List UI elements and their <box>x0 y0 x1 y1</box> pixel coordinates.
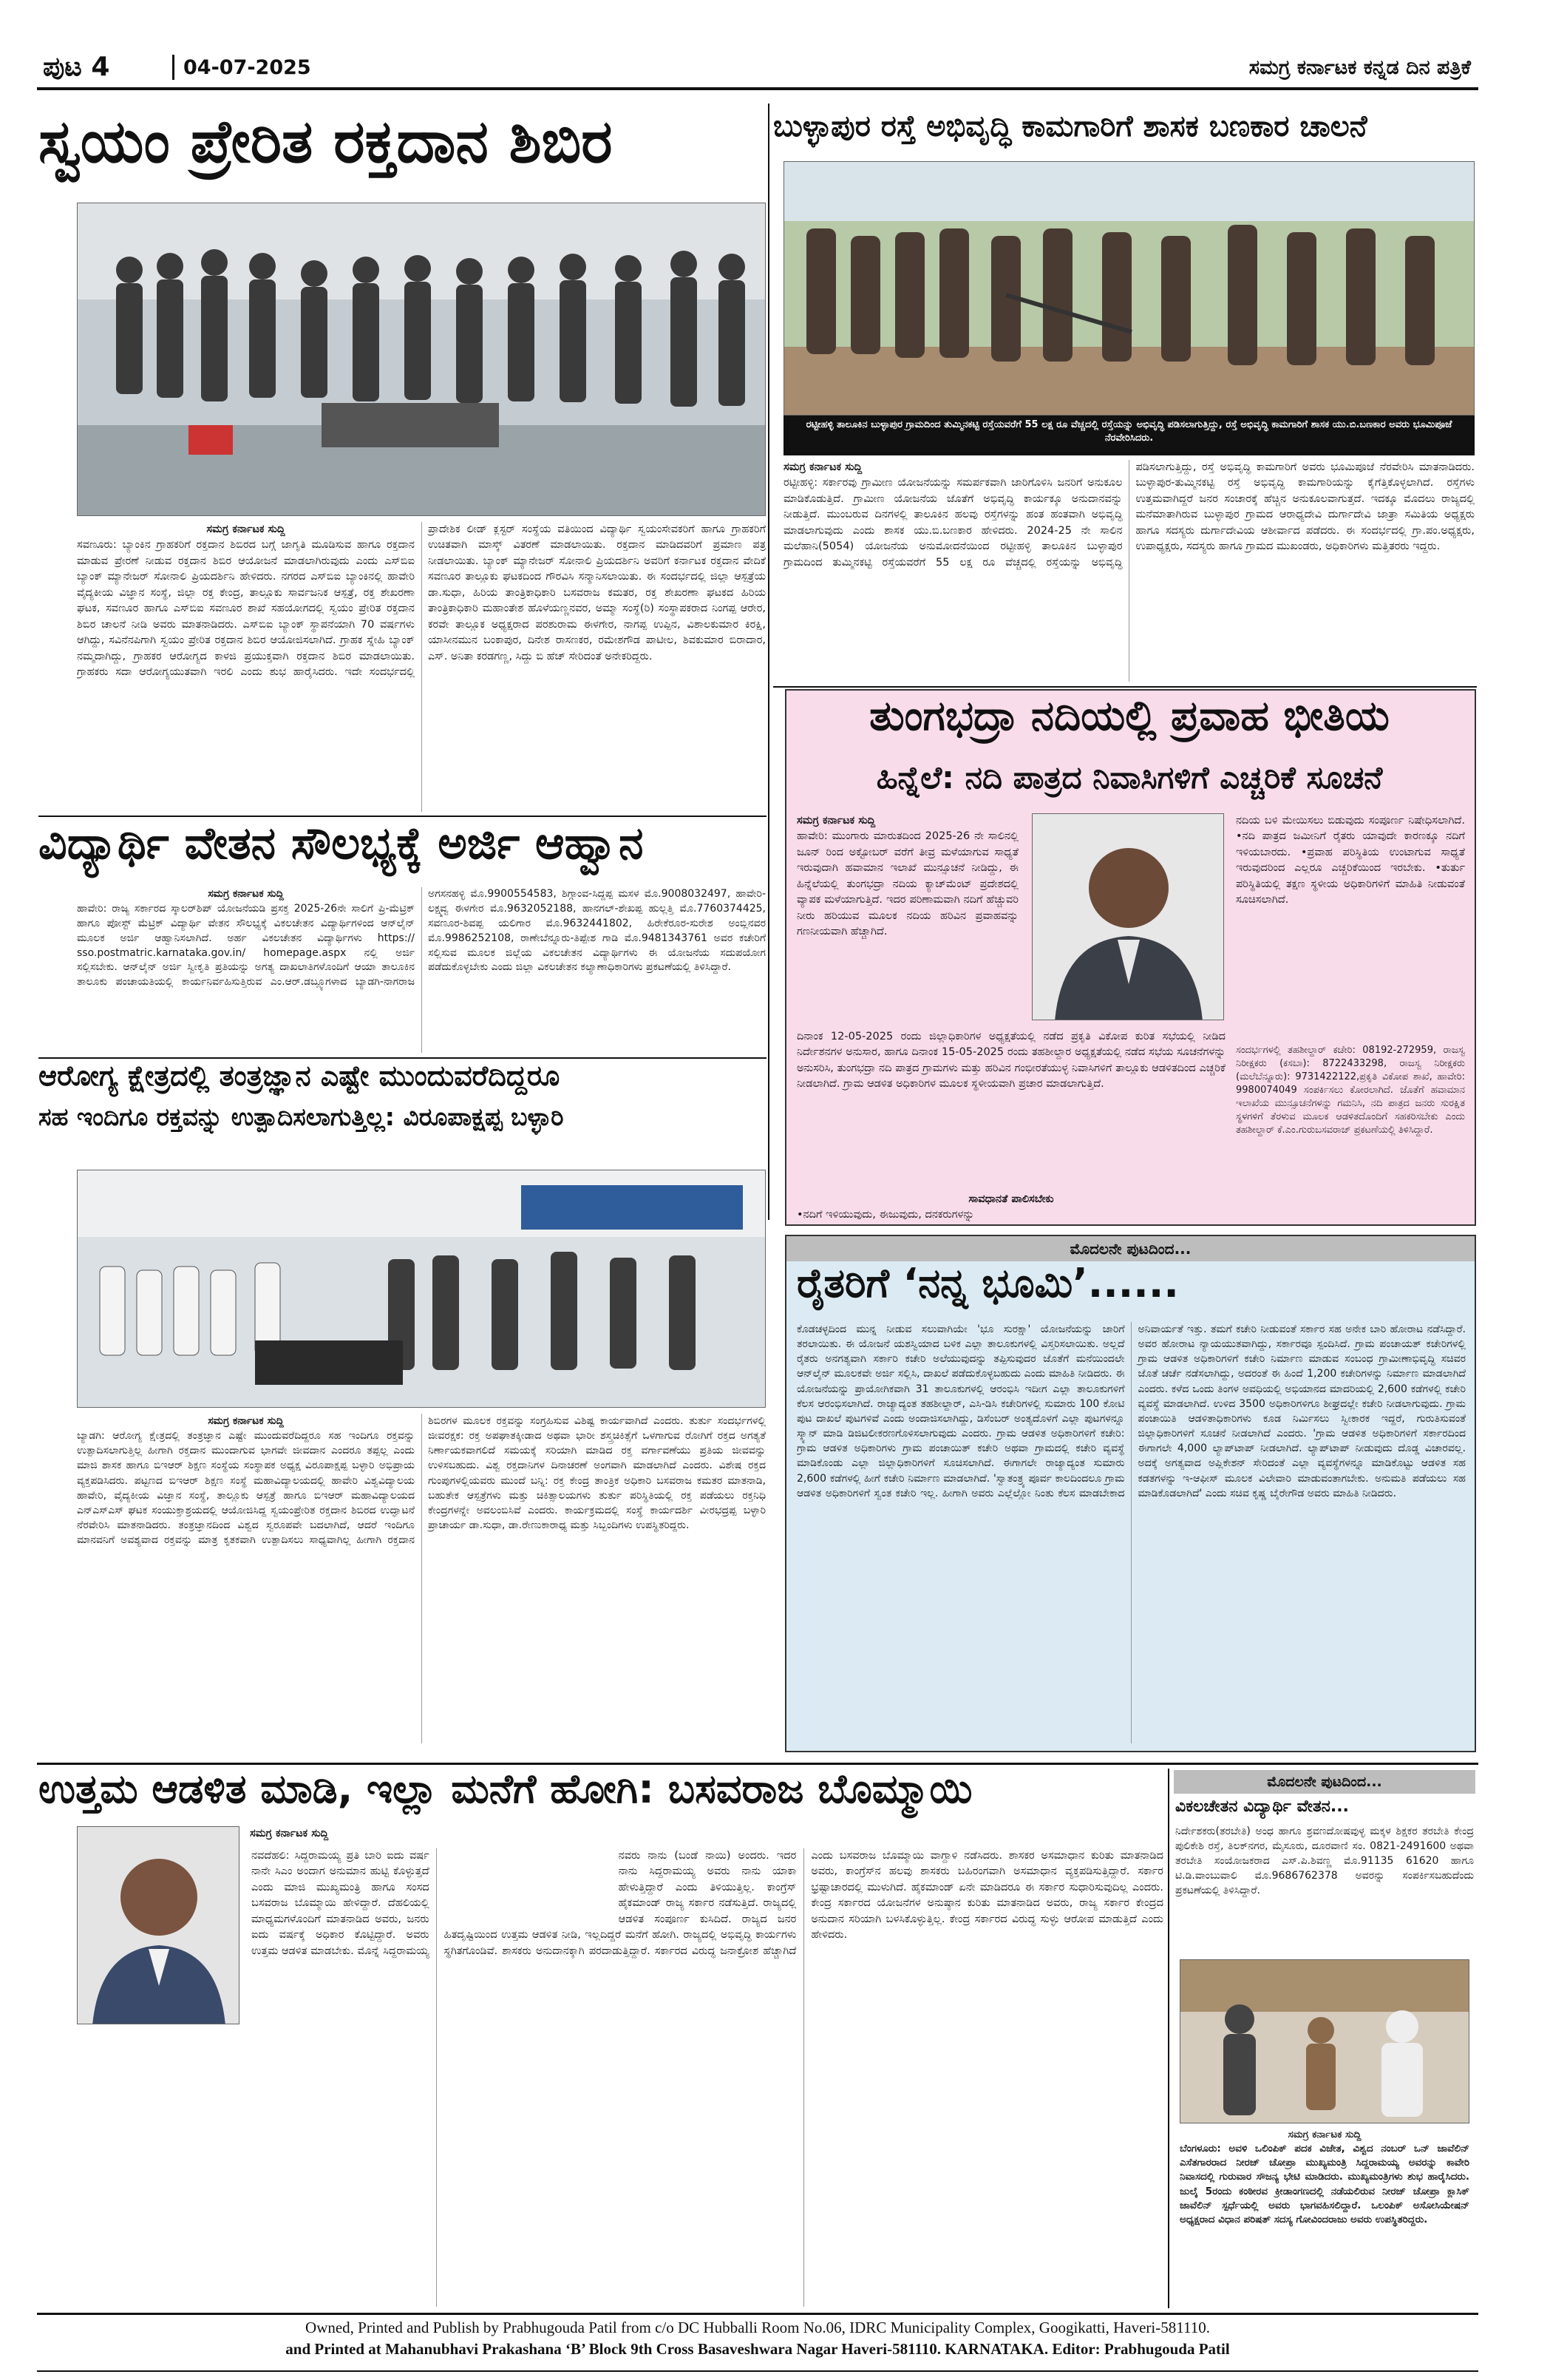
flood-body-full: ದಿನಾಂಕ 12-05-2025 ರಂದು ಜಿಲ್ಲಾಧಿಕಾರಿಗಳ ಅಧ್ಯಕ್ಷತೆಯಲ್ಲಿ ನಡೆದ ಪ್ರಕೃತಿ ವಿಕೋಪ ಕುರಿತ ಸಭೆಯಲ್ಲಿ ನೀಡಿದ ನಿರ್ದೇಶನಗಳ ಅನುಸಾರ, ಹಾಗೂ ದಿನಾಂಕ 15-05-2025 ರಂದು ತಹಶೀಲ್ದಾರ ಅಧ್ಯಕ್ಷತೆಯಲ್ಲಿ ನಡೆದ ಸಭೆಯ ಸೂಚನೆಗಳನ್ನು ಅನುಸರಿಸಿ, ತುಂಗಭದ್ರಾ ನದಿ ಪಾತ್ರದ ಗ್ರಾಮಗಳು ಮತ್ತು ಹರಿವಿನ ಗಂಭೀರತೆಯುಳ್ಳ ನಿವಾಸಿಗಳಿಗೆ ತಾಲ್ಲೂಕು ಆಡಳಿತದಿಂದ ಎಚ್ಚರಿಕೆ ನೀಡಲಾಗಿದೆ. ಗ್ರಾಮ ಆಡಳಿತ ಅಧಿಕಾರಿಗಳ ಮೂಲಕ ಸ್ಥಳೀಯವಾಗಿ ಪ್ರಚಾರ ಮಾಡಲಾಗುತ್ತಿದೆ. <box>797 1031 1226 1091</box>
issue-date: 04-07-2025 <box>183 56 311 79</box>
road-work-caption: ರಟ್ಟೀಹಳ್ಳಿ ತಾಲೂಕಿನ ಬುಳ್ಳಾಪುರ ಗ್ರಾಮದಿಂದ ತುಮ್ಮಿನಕಟ್ಟಿ ರಸ್ತೆಯವರೆಗೆ 55 ಲಕ್ಷ ರೂ ವೆಚ್ಚದಲ್ಲಿ ರಸ್ತೆಯನ್ನು ಅಭಿವೃದ್ಧಿ ಪಡಿಸಲಾಗುತ್ತಿದ್ದು, ರಸ್ತೆ ಅಭಿವೃದ್ಧಿ ಕಾಮಗಾರಿಗೆ ಶಾಸಕ ಯು.ಬಿ.ಬಣಕಾರ ಅವರು ಭೂಮಿಪೂಜೆ ನೆರವೇರಿಸಿದರು. <box>784 416 1475 455</box>
road-work-photo <box>784 161 1475 416</box>
health-body: ಬ್ಯಾಡಗಿ: ಆರೋಗ್ಯ ಕ್ಷೇತ್ರದಲ್ಲಿ ತಂತ್ರಜ್ಞಾನ ಎಷ್ಟೇ ಮುಂದುವರೆದಿದ್ದರೂ ಸಹ ಇಂದಿಗೂ ರಕ್ತವನ್ನು ಉತ್ಪಾದಿಸಲಾಗುತ್ತಿಲ್ಲ ಹೀಗಾಗಿ ರಕ್ತದಾನ ಮುಂದಾಗುವ ಭಾಗವೇ ಜೀವದಾನ ಎಂದರೂ ತಪ್ಪಲ್ಲ ಎಂದು ಮಾಜಿ ಶಾಸಕ ಹಾಗೂ ಬಿಇಆರ್ ಶಿಕ್ಷಣ ಸಂಸ್ಥೆಯ ಸಂಸ್ಥಾಪಕ ಅಧ್ಯಕ್ಷ ವಿರೂಪಾಕ್ಷಪ್ಪ ಬಳ್ಳಾರಿ ಅಭಿಪ್ರಾಯ ವ್ಯಕ್ತಪಡಿಸಿದರು. ಪಟ್ಟಣದ ಬಿಇಆರ್ ಶಿಕ್ಷಣ ಸಂಸ್ಥೆ ಮಹಾವಿದ್ಯಾಲಯದಲ್ಲಿ ಹಾವೇರಿ ವಿಶ್ವವಿದ್ಯಾಲಯ ಹಾವೇರಿ, ವೈದ್ಯಕೀಯ ವಿಜ್ಞಾನ ಸಂಸ್ಥೆ, ತಾಲ್ಲೂಕು ಆಸ್ಪತ್ರೆ ಹಾಗೂ ಬಿಇಆರ್ ಮಹಾವಿದ್ಯಾಲಯದ ಎನ್‌ಎಸ್‌ಎಸ್ ಘಟಕ ಸಂಯುಕ್ತಾಶ್ರಯದಲ್ಲಿ ಆಯೋಜಿಸಿದ್ದ ಸ್ವಯಂಪ್ರೇರಿತ ರಕ್ತದಾನ ಶಿಬಿರದ ಉದ್ಘಾಟನೆ ನೆರವೇರಿಸಿ ಮಾತನಾಡಿದರು. ತಂತ್ರಜ್ಞಾನದಿಂದ ವಿಶ್ವದ ಸ್ವರೂಪವೇ ಬದಲಾಗಿದೆ, ಆದರೆ ಇಂದಿಗೂ ಮಾನವನಿಗೆ ಅವಶ್ಯವಾದ ರಕ್ತವನ್ನು ಮಾತ್ರ ಕೃತಕವಾಗಿ ಉತ್ಪಾದಿಸಲು ಸಾಧ್ಯವಾಗಿಲ್ಲ ಹೀಗಾಗಿ ರಕ್ತದಾನ ಶಿಬಿರಗಳ ಮೂಲಕ ರಕ್ತವನ್ನು ಸಂಗ್ರಹಿಸುವ ವಿಶಿಷ್ಟ ಕಾರ್ಯವಾಗಿದೆ ಎಂದರು. ತುರ್ತು ಸಂದರ್ಭಗಳಲ್ಲಿ ಜೀವರಕ್ಷಕ: ರಕ್ತ ಅಪಘಾತಕ್ಕೀಡಾದ ಅಥವಾ ಭಾರೀ ಶಸ್ತ್ರಚಿಕಿತ್ಸೆಗೆ ಒಳಗಾಗುವ ರೋಗಿಗೆ ರಕ್ತದ ಅಗತ್ಯತೆ ನಿರ್ಣಾಯಕವಾಗಲಿದೆ ಸಮಯಕ್ಕೆ ಸರಿಯಾಗಿ ಮಾಡಿದ ರಕ್ತ ವರ್ಗಾವಣೆಯು ಪ್ರತಿಯ ಜೀವವನ್ನು ಉಳಿಸಬಹುದು. ವಿಶ್ವ ರಕ್ತದಾನಿಗಳ ದಿನಾಚರಣೆ ಅಂಗವಾಗಿ ಮಾಡಲಾಗಿದೆ ಎಂದರು. ವಿಶೇಷ ರಕ್ತದ ಗುಂಪುಗಳಲ್ಲಿಯವರು ಮುಂದೆ ಬನ್ನಿ: ರಕ್ತ ಕೇಂದ್ರ ತಾಂತ್ರಿಕ ಅಧಿಕಾರಿ ಬಸವರಾಜ ಕಮತರ ಮಾತನಾಡಿ, ಬಹುತೇಕ ಆಸ್ಪತ್ರೆಗಳು ಮತ್ತು ಚಿಕಿತ್ಸಾಲಯಗಳು ತುರ್ತು ಪರಿಸ್ಥಿತಿಯಲ್ಲಿ ರಕ್ತ ಪಡೆಯಲು ರಕ್ತನಿಧಿ ಕೇಂದ್ರಗಳನ್ನೇ ಅವಲಂಬಿಸಿವೆ ಎಂದರು. ಕಾರ್ಯಕ್ರಮದಲ್ಲಿ ಸಂಸ್ಥೆ ಕಾರ್ಯದರ್ಶಿ ವೀರಭದ್ರಪ್ಪ ಬಳ್ಳಾರಿ ಪ್ರಾಚಾರ್ಯ ಡಾ.ಸುಧಾ, ಡಾ.ರೇಣುಕಾರಾಧ್ಯ ಮತ್ತು ಸಿಬ್ಬಂದಿಗಳು ಉಪಸ್ಥಿತರಿದ್ದರು. <box>77 1415 766 1547</box>
blood-camp-byline: ಸಮಗ್ರ ಕರ್ನಾಟಕ ಸುದ್ದಿ <box>206 523 285 535</box>
cm-meeting-byline: ಸಮಗ್ರ ಕರ್ನಾಟಕ ಸುದ್ದಿ <box>1288 2129 1362 2140</box>
flood-headline: ತುಂಗಭದ್ರಾ ನದಿಯಲ್ಲಿ ಪ್ರವಾಹ ಭೀತಿಯ <box>869 695 1390 740</box>
bommai-byline: ಸಮಗ್ರ ಕರ್ನಾಟಕ ಸುದ್ದಿ <box>250 1828 329 1840</box>
flood-warning-item: •ನದಿಗೆ ಇಳಿಯುವುದು, ಈಜುವುದು, ದನಕರುಗಳನ್ನು <box>797 1209 975 1221</box>
road-work-byline: ಸಮಗ್ರ ಕರ್ನಾಟಕ ಸುದ್ದಿ <box>784 461 863 473</box>
blood-camp-article <box>77 522 766 812</box>
flood-bottom-col <box>1236 1044 1465 1224</box>
disabled-headline: ವಿಕಲಚೇತನ ವಿದ್ಯಾರ್ಥಿ ವೇತನ... <box>1175 1798 1349 1816</box>
imprint-line-1: Owned, Printed and Publish by Prabhugouda Patil from c/o DC Hubballi Room No.06, IDRC Municipality Complex, Googikatti, Haveri-581110. <box>305 2319 1210 2336</box>
flood-left-col <box>797 813 1019 1028</box>
bommai-byline-col <box>250 1826 398 1848</box>
health-byline: ಸಮಗ್ರ ಕರ್ನಾಟಕ ಸುದ್ದಿ <box>208 1415 284 1427</box>
disabled-article <box>1175 1825 1474 1955</box>
cm-meeting-photo <box>1180 1959 1469 2123</box>
blood-camp-body: ಸವಣೂರು: ಬ್ಯಾಂಕಿನ ಗ್ರಾಹಕರಿಗೆ ರಕ್ತದಾನ ಶಿಬಿರದ ಬಗ್ಗೆ ಜಾಗೃತಿ ಮೂಡಿಸುವ ಹಾಗೂ ರಕ್ತದಾನ ಮಾಡುವ ಪ್ರೇರಣೆ ನೀಡುವ ರಕ್ತದಾನ ಶಿಬಿರ ಆಯೋಜನೆ ಮಾಡಲಾಗಿರುವುದು ಎಂದು ಎಸ್‌ಬಿಐ ಬ್ಯಾಂಕ್ ಮ್ಯಾನೇಜರ್ ಸೋನಾಲಿ ಪ್ರಿಯದರ್ಶಿನಿ ಹೇಳಿದರು. ನಗರದ ಎಸ್‌ಬಿಐ ಬ್ಯಾಂಕಿನಲ್ಲಿ ಹಾವೇರಿ ವೈದ್ಯಕೀಯ ವಿಜ್ಞಾನ ಸಂಸ್ಥೆ, ಜಿಲ್ಲಾ ರಕ್ತ ಕೇಂದ್ರ, ತಾಲ್ಲೂಕು ಸಾರ್ವಜನಿಕ ಆಸ್ಪತ್ರೆ, ರಕ್ತ ಶೇಖರಣಾ ಘಟಕ, ಸವಣೂರ ಹಾಗೂ ಎಸ್‌ಬಿಐ ಸವಣೂರ ಶಾಖೆ ಸಹಯೋಗದಲ್ಲಿ ಸ್ವಯಂ ಪ್ರೇರಿತ ರಕ್ತದಾನ ಶಿಬಿರ ಚಾಲನೆ ನೀಡಿ ಅವರು ಮಾತನಾಡಿದರು. ಎಸ್‌ಬಿಐ ಬ್ಯಾಂಕ್ ಸ್ಥಾಪನೆಯಾಗಿ 70 ವರ್ಷಗಳು ಆಗಿದ್ದು, ಸವಿನೆನಪಿಗಾಗಿ ಸ್ವಯಂ ಪ್ರೇರಿತ ರಕ್ತದಾನ ಶಿಬಿರ ಆಯೋಜಿಸಲಾಗಿದೆ. ಗ್ರಾಹಕ ಸ್ನೇಹಿ ಬ್ಯಾಂಕ್ ನಮ್ಮದಾಗಿದ್ದು, ಗ್ರಾಹಕರ ಆರೋಗ್ಯದ ಕಾಳಜಿ ಪ್ರಯುಕ್ತವಾಗಿ ರಕ್ತದಾನ ಶಿಬಿರ ಮಾಡಲಾಯಿತು. ಗ್ರಾಹಕರು ಸದಾ ಆರೋಗ್ಯಯುತವಾಗಿ ಇರಲಿ ಎಂದು ಶುಭ ಹಾರೈಸಿದರು. ಇದೇ ಸಂದರ್ಭದಲ್ಲಿ ಪ್ರಾದೇಶಿಕ ಲೀಡ್ ಕ್ಲಸ್ಟರ್ ಸಂಸ್ಥೆಯ ವತಿಯಿಂದ ವಿದ್ಯಾರ್ಥಿ ಸ್ವಯಂಸೇವಕರಿಗೆ ಹಾಗೂ ಗ್ರಾಹಕರಿಗೆ ಉಚಿತವಾಗಿ ಮಾಸ್ಕ್ ವಿತರಣೆ ಮಾಡಲಾಯಿತು. ರಕ್ತದಾನ ಮಾಡಿದವರಿಗೆ ಪ್ರಮಾಣ ಪತ್ರ ನೀಡಲಾಯಿತು. ಬ್ಯಾಂಕ್ ಮ್ಯಾನೇಜರ್ ಸೋನಾಲಿ ಪ್ರಿಯದರ್ಶಿನಿ ಅವರಿಗೆ ಕರ್ನಾಟಕ ರಕ್ತದಾನ ವೇದಿಕೆ ಸವಣೂರ ತಾಲ್ಲೂಕು ಘಟಕದಿಂದ ಗೌರವಿಸಿ ಸನ್ಮಾನಿಸಲಾಯಿತು. ಈ ಸಂದರ್ಭದಲ್ಲಿ ಜಿಲ್ಲಾ ಆಸ್ಪತ್ರೆಯ ಡಾ.ಸುಧಾ, ಹಿರಿಯ ತಾಂತ್ರಿಕಾಧಿಕಾರಿ ಬಸವರಾಜ ಕಮತರ, ರಕ್ತ ಶೇಖರಣಾ ಘಟಕದ ಹಿರಿಯ ತಾಂತ್ರಿಕಾಧಿಕಾರಿ ಮಹಾಂತೇಶ ಹೊಳೆಯಣ್ಣನವರ, ಅಮ್ಮಾ ಸಂಸ್ಥೆ(ರಿ) ಸಂಸ್ಥಾಪಕರಾದ ನಿಂಗಪ್ಪ ಆರೇರ, ಕರವೇ ತಾಲ್ಲೂಕ ಅಧ್ಯಕ್ಷರಾದ ಪರಶುರಾಮ ಈಳಗೇರ, ನಾಗಪ್ಪ ಉಪ್ಪಿನ, ವಿಶಾಲಕುಮಾರ ಕಿರಕ್ಷಿ, ಯಾಸೀನಮುನ ಬಂಕಾಪುರ, ದಿನೇಶ ರಾಸಣಕರ, ರಮೇಶಗೌಡ ಪಾಟೀಲ, ಶಿವಕುಮಾರ ಬಿರಾದಾರ, ಎಸ್. ಅನಿತಾ ಕರಡಗಣ್ಣ, ಸಿದ್ದು ಬಿ ಹೆಚ್ ಸೇರಿದಂತೆ ಅನೇಕರಿದ್ದರು. <box>77 523 766 679</box>
blood-camp-photo <box>77 203 766 516</box>
scholarship-body: ಹಾವೇರಿ: ರಾಜ್ಯ ಸರ್ಕಾರದ ಸ್ಕಾಲರ್‌ಶಿಪ್ ಯೋಜನೆಯಡಿ ಪ್ರಸಕ್ತ 2025-26ನೇ ಸಾಲಿಗೆ ಪ್ರಿ-ಮೆಟ್ರಿಕ್ ಹಾಗೂ ಪೋಸ್ಟ್ ಮೆಟ್ರಿಕ್ ವಿದ್ಯಾರ್ಥಿ ವೇತನ ಸೌಲಭ್ಯಕ್ಕೆ ವಿಕಲಚೇತನ ವಿದ್ಯಾರ್ಥಿಗಳಿಂದ ಆನ್‌ಲೈನ್ ಮೂಲಕ ಅರ್ಜಿ ಆಹ್ವಾನಿಸಲಾಗಿದೆ. ಅರ್ಹ ವಿಕಲಚೇತನ ವಿದ್ಯಾರ್ಥಿಗಳು https:// sso.postmatric.karnataka.gov.in/ homepage.aspx ನಲ್ಲಿ ಅರ್ಜಿ ಸಲ್ಲಿಸಬೇಕು. ಆನ್‌ಲೈನ್ ಅರ್ಜಿ ಸ್ವೀಕೃತಿ ಪ್ರತಿಯನ್ನು ಅಗತ್ಯ ದಾಖಲಾತಿಗಳೊಂದಿಗೆ ಆಯಾ ತಾಲೂಕಿನ ತಾಲೂಕು ಪಂಚಾಯತಿಯಲ್ಲಿ ಕಾರ್ಯನಿರ್ವಹಿಸುತ್ತಿರುವ ಎಂ.ಆರ್.ಡಬ್ಲ್ಯೂಗಳಾದ ಬ್ಯಾಡಗಿ-ನಾಗರಾಜ ಅಗಸನಹಳ್ಳಿ ಮೊ.9900554583, ಶಿಗ್ಗಾಂವ-ಸಿದ್ದಪ್ಪ ಮಸಳ ಮೊ.9008032497, ಹಾವೇರಿ- ಲಕ್ಷ್ಮವ್ವ ಈಳಗೇರ ಮೊ.9632052188, ಹಾನಗಲ್-ಶೇಖಪ್ಪ ಹುಲ್ಲತ್ತಿ ಮೊ.7760374425, ಸವಣೂರ-ಶಿವಪ್ಪ ಯಲಿಗಾರ ಮೊ.9632441802, ಹಿರೇಕೆರೂರ-ಸುರೇಶ ಅಂಬ್ಲಿನವರ ಮೊ.9986252108, ರಾಣೇಬೆನ್ನೂರು-ತಿಪ್ಪೇಶ ಗಾಡಿ ಮೊ.9481343761 ಅವರ ಕಚೇರಿಗೆ ಸಲ್ಲಿಸುವ ಮೂಲಕ ಜಿಲ್ಲೆಯ ವಿಕಲಚೇತನ ವಿದ್ಯಾರ್ಥಿಗಳು ಈ ಯೋಜನೆಯ ಸದುಪಯೋಗ ಪಡೆದುಕೊಳ್ಳಬೇಕು ಎಂದು ಜಿಲ್ಲಾ ವಿಕಲಚೇತನ ಕಲ್ಯಾಣಾಧಿಕಾರಿಗಳು ಪ್ರಕಟಣೆಯಲ್ಲಿ ತಿಳಿಸಿದ್ದಾರೆ. <box>77 888 766 989</box>
land-continued-label: ಮೊದಲನೇ ಪುಟದಿಂದ... <box>786 1236 1475 1261</box>
flood-subhead: ಹಿನ್ನೆಲೆ: ನದಿ ಪಾತ್ರದ ನಿವಾಸಿಗಳಿಗೆ ಎಚ್ಚರಿಕೆ ಸೂಚನೆ <box>876 762 1383 796</box>
scholarship-byline: ಸಮಗ್ರ ಕರ್ನಾಟಕ ಸುದ್ದಿ <box>208 888 284 900</box>
bommai-article <box>77 1848 1163 2307</box>
blood-camp-headline: ಸ್ವಯಂ ಪ್ರೇರಿತ ರಕ್ತದಾನ ಶಿಬಿರ <box>38 111 613 176</box>
flood-warning-label: ಸಾವಧಾನತೆ ಪಾಲಿಸಬೇಕು <box>968 1193 1054 1205</box>
disabled-body: ನಿರ್ದೇಶಕರು(ತರಬೇತಿ) ಅಂಧ ಹಾಗೂ ಶ್ರವಣದೋಷವುಳ್ಳ ಮಕ್ಕಳ ಶಿಕ್ಷಕರ ತರಬೇತಿ ಕೇಂದ್ರ ಪುಲಿಕೇಶಿ ರಸ್ತೆ, ತಿಲಕ್‌ನಗರ, ಮೈಸೂರು, ದೂರವಾಣಿ ಸಂ. 0821-2491600 ಅಥವಾ ತರಬೇತಿ ಸಂಯೋಜಕರಾದ ಎಸ್.ಪಿ.ಶಿವಣ್ಣ ಮೊ.91135 61620 ಹಾಗೂ ಟಿ.ಡಿ.ವಾಂಬುವಾಲಿ ಮೊ.9686762378 ಅವರನ್ನು ಸಂಪರ್ಕಿಸಬಹುದೆಂದು ಪ್ರಕಟಣೆಯಲ್ಲಿ ತಿಳಿಸಿದ್ದಾರೆ. <box>1175 1825 1474 1896</box>
flood-byline: ಸಮಗ್ರ ಕರ್ನಾಟಕ ಸುದ್ದಿ <box>797 815 876 827</box>
flood-body-left: ಹಾವೇರಿ: ಮುಂಗಾರು ಮಾರುತದಿಂದ 2025-26 ನೇ ಸಾಲಿನಲ್ಲಿ ಜೂನ್ ರಿಂದ ಅಕ್ಟೋಬರ್ ವರೆಗೆ ತೀವ್ರ ಮಳೆಯಾಗುವ ಸಾಧ್ಯತೆ ಇರುವುದಾಗಿ ಹವಾಮಾನ ಇಲಾಖೆ ಮುನ್ಸೂಚನೆ ನೀಡಿದ್ದು, ಈ ಹಿನ್ನೆಲೆಯಲ್ಲಿ ತುಂಗಭದ್ರಾ ನದಿಯ ಕ್ಯಾಚ್‌ಮೆಂಟ್ ಪ್ರದೇಶದಲ್ಲಿ ವ್ಯಾಪಕ ಮಳೆಯಾಗುತ್ತಿದೆ. ಇದರ ಪರಿಣಾಮವಾಗಿ ನದಿಗೆ ಹೆಚ್ಚುವರಿ ನೀರು ಹರಿಯುವ ಮೂಲಕ ನದಿಯ ಹರಿವಿನ ಪ್ರವಾಹವನ್ನು ಗಣನೀಯವಾಗಿ ಹೆಚ್ಚಾಗಿದೆ. <box>797 830 1019 938</box>
land-article <box>797 1322 1466 1743</box>
tahsildar-portrait <box>1032 813 1224 1020</box>
bommai-headline: ಉತ್ತಮ ಆಡಳಿತ ಮಾಡಿ, ಇಲ್ಲಾ ಮನೆಗೆ ಹೋಗಿ: ಬಸವರಾಜ ಬೊಮ್ಮಾಯಿ <box>38 1769 973 1812</box>
road-work-article <box>784 460 1475 682</box>
masthead <box>37 50 1478 86</box>
cm-meeting-text <box>1180 2128 1469 2307</box>
health-headline-2: ಸಹ ಇಂದಿಗೂ ರಕ್ತವನ್ನು ಉತ್ಪಾದಿಸಲಾಗುತ್ತಿಲ್ಲ: ವಿರೂಪಾಕ್ಷಪ್ಪ ಬಳ್ಳಾರಿ <box>38 1105 564 1131</box>
health-article <box>77 1414 766 1743</box>
flood-warning <box>797 1192 1226 1224</box>
land-headline: ರೈತರಿಗೆ ‘ನನ್ನ ಭೂಮಿ’...... <box>797 1263 1179 1306</box>
scholarship-article <box>77 887 766 1053</box>
masthead-rule <box>37 87 1478 90</box>
road-work-body: ರಟ್ಟೀಹಳ್ಳಿ: ಸರ್ಕಾರವು ಗ್ರಾಮೀಣ ಯೋಜನೆಯನ್ನು ಸಮರ್ಪಕವಾಗಿ ಜಾರಿಗೊಳಿಸಿ ಜನರಿಗೆ ಅನುಕೂಲ ಮಾಡಿಕೊಡುತ್ತಿದೆ. ಗ್ರಾಮೀಣ ಯೋಜನೆಯ ಜೊತೆಗೆ ಅಭಿವೃದ್ಧಿ ಕಾರ್ಯಕ್ಕೂ ಅನುದಾನವನ್ನು ನೀಡುತ್ತಿದೆ. ಮುಂಬರುವ ದಿನಗಳಲ್ಲಿ ತಾಲೂಕಿನ ಹಲವು ರಸ್ತೆಗಳನ್ನು ಹಂತ ಹಂತವಾಗಿ ಅಭಿವೃದ್ಧಿ ಮಾಡಲಾಗುವುದು ಎಂದು ಶಾಸಕ ಯು.ಬಿ.ಬಣಕಾರ ಹೇಳಿದರು. 2024-25 ನೇ ಸಾಲಿನ ಮಲೆಹಾನಿ(5054) ಯೋಜನೆಯ ಅನುಮೋದನೆಯಿಂದ ರಟ್ಟೀಹಳ್ಳಿ ತಾಲೂಕಿನ ಬುಳ್ಳಾಪುರ ಗ್ರಾಮದಿಂದ ತುಮ್ಮಿನಕಟ್ಟಿ ರಸ್ತೆಯವರೆಗೆ 55 ಲಕ್ಷ ರೂ ವೆಚ್ಚದಲ್ಲಿ ರಸ್ತೆಯನ್ನು ಅಭಿವೃದ್ಧಿ ಪಡಿಸಲಾಗುತ್ತಿದ್ದು, ರಸ್ತೆ ಅಭಿವೃದ್ಧಿ ಕಾಮಗಾರಿಗೆ ಅವರು ಭೂಮಿಪೂಜೆ ನೆರವೇರಿಸಿ ಮಾತನಾಡಿದರು. ಬುಳ್ಳಾಪುರ-ತುಮ್ಮಿನಕಟ್ಟಿ ರಸ್ತೆ ಅಭಿವೃದ್ಧಿ ಕಾಮಗಾರಿಯನ್ನು ಕೈಗೆತ್ತಿಕೊಳ್ಳಲಾಗಿದೆ. ರಸ್ತೆಗಳು ಉತ್ತಮವಾಗಿದ್ದರೆ ಜನರ ಸಂಚಾರಕ್ಕೆ ಹೆಚ್ಚಿನ ಅನುಕೂಲವಾಗುತ್ತದೆ. ಇದಕ್ಕೂ ಮೊದಲು ರಾಜ್ಯದಲ್ಲಿ ಮನೆಮಾತಾಗಿರುವ ಬುಳ್ಳಾಪುರ ಗ್ರಾಮದ ಆರಾಧ್ಯದೇವಿ ದುರ್ಗಾದೇವಿ ಜಾತ್ರಾ ಸಮಿತಿಯ ಅಧ್ಯಕ್ಷರು ಹಾಗೂ ಸದಸ್ಯರು ದುರ್ಗಾದೇವಿಯ ಆಶೀರ್ವಾದ ಪಡೆದರು. ಈ ಸಂದರ್ಭದಲ್ಲಿ ಗ್ರಾ.ಪಂ.ಅಧ್ಯಕ್ಷರು, ಉಪಾಧ್ಯಕ್ಷರು, ಸದಸ್ಯರು ಹಾಗೂ ಗ್ರಾಮದ ಮುಖಂಡರು, ಅಧಿಕಾರಿಗಳು ಮತ್ತಿತರರು ಇದ್ದರು. <box>784 461 1475 569</box>
bommai-body: ನವದೆಹಲಿ: ಸಿದ್ದರಾಮಯ್ಯ ಪ್ರತಿ ಬಾರಿ ಐದು ವರ್ಷ ನಾನೇ ಸಿಎಂ ಅಂದಾಗ ಅನುಮಾನ ಹುಟ್ಟಿ ಕೊಳ್ಳುತ್ತದೆ ಎಂದು ಮಾಜಿ ಮುಖ್ಯಮಂತ್ರಿ ಹಾಗೂ ಸಂಸದ ಬಸವರಾಜ ಬೊಮ್ಮಾಯಿ ಹೇಳಿದ್ದಾರೆ. ದೆಹಲಿಯಲ್ಲಿ ಮಾಧ್ಯಮಗಳೊಂದಿಗೆ ಮಾತನಾಡಿದ ಅವರು, ಜನರು ಐದು ವರ್ಷಕ್ಕೆ ಅಧಿಕಾರ ಕೊಟ್ಟಿದ್ದಾರೆ. ಅವರು ಉತ್ತಮ ಆಡಳಿತ ಮಾಡಬೇಕು. ಮೊನ್ನೆ ಸಿದ್ದರಾಮಯ್ಯ ನವರು ನಾನು (ಬಂಡೆ ನಾಯಿ) ಅಂದರು. ಇದರ ನಾನು ಸಿದ್ದರಾಮಯ್ಯ ಅವರು ನಾನು ಯಾಕಾ ಹೇಳುತ್ತಿದ್ದಾರೆ ಎಂದು ತಿಳಿಯುತ್ತಿಲ್ಲ. ಕಾಂಗ್ರೆಸ್ ಹೈಕಮಾಂಡ್ ರಾಜ್ಯ ಸರ್ಕಾರ ನಡೆಸುತ್ತಿದೆ. ರಾಜ್ಯದಲ್ಲಿ ಆಡಳಿತ ಸಂಪೂರ್ಣ ಕುಸಿದಿದೆ. ರಾಜ್ಯದ ಜನರ ಹಿತದೃಷ್ಟಿಯಿಂದ ಉತ್ತಮ ಆಡಳಿತ ನೀಡಿ, ಇಲ್ಲದಿದ್ದರೆ ಮನೆಗೆ ಹೋಗಿ. ರಾಜ್ಯದಲ್ಲಿ ಅಭಿವೃದ್ಧಿ ಕಾರ್ಯಗಳು ಸ್ಥಗಿತಗೊಂಡಿವೆ. ಶಾಸಕರು ಅನುದಾನಕ್ಕಾಗಿ ಪರದಾಡುತ್ತಿದ್ದಾರೆ. ಸರ್ಕಾರದ ವಿರುದ್ಧ ಜನಾಕ್ರೋಶ ಹೆಚ್ಚಾಗಿದೆ ಎಂದು ಬಸವರಾಜ ಬೊಮ್ಮಾಯಿ ವಾಗ್ದಾಳಿ ನಡೆಸಿದರು. ಶಾಸಕರ ಅಸಮಾಧಾನ ಕುರಿತು ಮಾತನಾಡಿದ ಅವರು, ಕಾಂಗ್ರೆಸ್‌ನ ಹಲವು ಶಾಸಕರು ಬಹಿರಂಗವಾಗಿ ಅಸಮಾಧಾನ ವ್ಯಕ್ತಪಡಿಸುತ್ತಿದ್ದಾರೆ. ಸರ್ಕಾರ ಭ್ರಷ್ಟಾಚಾರದಲ್ಲಿ ಮುಳುಗಿದೆ. ಹೈಕಮಾಂಡ್ ಏನೇ ಮಾಡಿದರೂ ಈ ಸರ್ಕಾರ ಸುಧಾರಿಸುವುದಿಲ್ಲ ಎಂದರು. ಕೇಂದ್ರ ಸರ್ಕಾರದ ಯೋಜನೆಗಳ ಅನುಷ್ಠಾನ ಕುರಿತು ಮಾತನಾಡಿದ ಅವರು, ರಾಜ್ಯ ಸರ್ಕಾರ ಕೇಂದ್ರದ ಅನುದಾನ ಸರಿಯಾಗಿ ಬಳಸಿಕೊಳ್ಳುತ್ತಿಲ್ಲ. ಕೇಂದ್ರ ಸರ್ಕಾರದ ವಿರುದ್ಧ ಸುಳ್ಳು ಆರೋಪ ಮಾಡುತ್ತಿದೆ ಎಂದು ಹೇಳಿದರು. <box>251 1850 1163 1957</box>
flood-right-col <box>1236 813 1465 1042</box>
flood-body-bottom: ಸಂದರ್ಭಗಳಲ್ಲಿ ತಹಶೀಲ್ದಾರ್ ಕಚೇರಿ: 08192-272959, ರಾಜಸ್ವ ನಿರೀಕ್ಷಕರು (ಕಸಬಾ): 8722433298, ರಾಜಸ್ವ ನಿರೀಕ್ಷಕರು (ಮಲೆಬೆನ್ನೂರು): 9731422122,ಪ್ರಕೃತಿ ವಿಕೋಪ ಶಾಖೆ, ಹಾವೇರಿ: 9980074049 ಸಂಪರ್ಕಿಸಲು ಕೋರಲಾಗಿದೆ. ಜೊತೆಗೆ ಹವಾಮಾನ ಇಲಾಖೆಯ ಮುನ್ಸೂಚನೆಗಳನ್ನು ಗಮನಿಸಿ, ನದಿ ಪಾತ್ರದ ಜನರು ಸುರಕ್ಷಿತ ಸ್ಥಳಗಳಿಗೆ ತೆರಳುವ ಮೂಲಕ ಆಡಳಿತದೊಂದಿಗೆ ಸಹಕರಿಸಬೇಕು ಎಂದು ತಹಶೀಲ್ದಾರ್ ಕೆ.ಎಂ.ಗುರುಬಸವರಾಜ್ ಪ್ರಕಟಣೆಯಲ್ಲಿ ತಿಳಿಸಿದ್ದಾರೆ. <box>1236 1045 1465 1136</box>
imprint <box>37 2317 1478 2369</box>
cm-meeting-caption: ಬೆಂಗಳೂರು: ಅವಳಿ ಒಲಿಂಪಿಕ್ ಪದಕ ವಿಜೇತ, ವಿಶ್ವದ ನಂಬರ್ ಒನ್ ಜಾವೆಲಿನ್ ಎಸೆತಗಾರರಾದ ನೀರಜ್ ಚೋಪ್ರಾ ಮುಖ್ಯಮಂತ್ರಿ ಸಿದ್ದರಾಮಯ್ಯ ಅವರನ್ನು ಕಾವೇರಿ ನಿವಾಸದಲ್ಲಿ ಗುರುವಾರ ಸೌಜನ್ಯ ಭೇಟಿ ಮಾಡಿದರು. ಮುಖ್ಯಮಂತ್ರಿಗಳು ಶುಭ ಹಾರೈಸಿದರು. ಜುಲೈ 5ರಂದು ಕಂಠೀರವ ಕ್ರೀಡಾಂಗಣದಲ್ಲಿ ನಡೆಯಲಿರುವ ನೀರಜ್ ಚೋಪ್ರಾ ಕ್ಲಾಸಿಕ್ ಜಾವೆಲಿನ್ ಸ್ಪರ್ಧೆಯಲ್ಲಿ ಅವರು ಭಾಗವಹಿಸಲಿದ್ದಾರೆ. ಒಲಂಪಿಕ್ ಅಸೋಸಿಯೇಷನ್ ಅಧ್ಯಕ್ಷರಾದ ವಿಧಾನ ಪರಿಷತ್ ಸದಸ್ಯ ಗೋವಿಂದರಾಜು ಅವರು ಉಪಸ್ಥಿತರಿದ್ದರು. <box>1180 2143 1469 2225</box>
imprint-line-2: and Printed at Mahanubhavi Prakashana ‘B’ Block 9th Cross Basaveshwara Nagar Haveri-581110. KARNATAKA. Editor: Prabhugouda Patil <box>285 2340 1230 2359</box>
page-label: ಪುಟ 4 <box>43 52 110 82</box>
flood-body-right: ನದಿಯ ಬಳಿ ಮೇಯಿಸಲು ಬಿಡುವುದು ಸಂಪೂರ್ಣ ನಿಷೇಧಿಸಲಾಗಿದೆ. •ನದಿ ಪಾತ್ರದ ಜಮೀನಿಗೆ ರೈತರು ಯಾವುದೇ ಕಾರಣಕ್ಕೂ ನದಿಗೆ ಇಳಿಯಬಾರದು. •ಪ್ರವಾಹ ಪರಿಸ್ಥಿತಿಯ ಉಂಟಾಗುವ ಸಾಧ್ಯತೆ ಇರುವುದರಿಂದ ಎಲ್ಲರೂ ಎಚ್ಚರಿಕೆಯಿಂದ ಇರಬೇಕು. •ತುರ್ತು ಪರಿಸ್ಥಿತಿಯಲ್ಲಿ ತಕ್ಷಣ ಸ್ಥಳೀಯ ಅಧಿಕಾರಿಗಳಿಗೆ ಮಾಹಿತಿ ನೀಡುವಂತೆ ಸೂಚಿಸಲಾಗಿದೆ. <box>1236 815 1465 906</box>
disabled-continued-label: ಮೊದಲನೇ ಪುಟದಿಂದ... <box>1174 1770 1475 1794</box>
health-headline-1: ಆರೋಗ್ಯ ಕ್ಷೇತ್ರದಲ್ಲಿ ತಂತ್ರಜ್ಞಾನ ಎಷ್ಟೇ ಮುಂದುವರೆದಿದ್ದರೂ <box>38 1062 560 1092</box>
health-photo <box>77 1170 766 1408</box>
land-body: ಕೊಡಚಳ್ಳದಿಂದ ಮುನ್ನ ನೀಡುವ ಸಲುವಾಗಿಯೇ 'ಭೂ ಸುರಕ್ಷಾ' ಯೋಜನೆಯನ್ನು ಜಾರಿಗೆ ತರಲಾಯಿತು. ಈ ಯೋಜನೆ ಯಶಸ್ವಿಯಾದ ಬಳಿಕ ಎಲ್ಲಾ ತಾಲೂಕುಗಳಲ್ಲಿ ವಿಸ್ತರಿಸಲಾಯಿತು. ಅಲ್ಲದೆ ರೈತರು ಅನಗತ್ಯವಾಗಿ ಸರ್ಕಾರಿ ಕಚೇರಿ ಅಲೆಯುವುದನ್ನು ತಪ್ಪಿಸುವುದರ ಜೊತೆಗೆ ಮನೆಯಿಂದಲೇ ಆನ್‌ಲೈನ್ ಮೂಲಕವೇ ಅರ್ಜಿ ಸಲ್ಲಿಸಿ, ದಾಖಲೆ ಪಡೆದುಕೊಳ್ಳಬಹುದು ಎಂದು ಮಾಹಿತಿ ನೀಡಿದರು. ಈ ಯೋಜನೆಯನ್ನು ಪ್ರಾಯೋಗಿಕವಾಗಿ 31 ತಾಲೂಕುಗಳಲ್ಲಿ ಆರಂಭಿಸಿ ಇದೀಗ ಎಲ್ಲಾ ತಾಲೂಕುಗಳಿಗೆ ಕೆಲಸ ಆರಂಭಿಸಲಾಗಿದೆ. ರಾಜ್ಯಾದ್ಯಂತ ತಹಶೀಲ್ದಾರ್, ಎಸಿ-ಡಿಸಿ ಕಚೇರಿಗಳಲ್ಲಿ ಸುಮಾರು 100 ಕೋಟಿ ಪುಟ ದಾಖಲೆ ಪುಟಗಳಿವೆ ಎಂದು ಅಂದಾಜಿಸಲಾಗಿದ್ದು, ಡಿಸೆಂಬರ್ ಅಂತ್ಯದೊಳಗೆ ಎಲ್ಲಾ ಪುಟಗಳನ್ನೂ ಸ್ಕ್ಯಾನ್ ಮಾಡಿ ಡಿಜಿಟಲೀಕರಣಗೊಳಿಸಲಾಗುವುದು ಎಂದರು. ಗ್ರಾಮ ಆಡಳಿತ ಅಧಿಕಾರಿಗಳಿಗೆ ಕಚೇರಿ: ಗ್ರಾಮ ಆಡಳಿತ ಅಧಿಕಾರಿಗಳು ಗ್ರಾಮ ಪಂಚಾಯಿತ್ ಕಚೇರಿ ಅಥವಾ ಗ್ರಾಮದಲ್ಲಿ ಕಚೇರಿ ವ್ಯವಸ್ಥೆ ಮಾಡಿಕೊಂಡು ಎಲ್ಲಾ ಜಿಲ್ಲಾಧಿಕಾರಿಗಳಿಗೆ ಸೂಚಿಸಲಾಗಿದೆ. ಈಗಾಗಲೇ ರಾಜ್ಯಾದ್ಯಂತ ಸುಮಾರು 2,600 ಕಡೆಗಳಲ್ಲಿ ಹೀಗೆ ಕಚೇರಿ ನಿರ್ಮಾಣ ಮಾಡಲಾಗಿದೆ. 'ಸ್ವಾತಂತ್ರ್ಯ ಪೂರ್ವ ಕಾಲದಿಂದಲೂ ಗ್ರಾಮ ಆಡಳಿತ ಅಧಿಕಾರಿಗಳಿಗೆ ಸ್ವಂತ ಕಚೇರಿ ಇಲ್ಲ. ಹೀಗಾಗಿ ಅವರು ಎಲ್ಲೆಲ್ಲೋ ನಿಂತು ಕೆಲಸ ಮಾಡಬೇಕಾದ ಅನಿವಾರ್ಯತೆ ಇತ್ತು. ತಮಗೆ ಕಚೇರಿ ನೀಡುವಂತೆ ಸರ್ಕಾರ ಸಹ ಅನೇಕ ಬಾರಿ ಹೋರಾಟ ನಡೆಸಿದ್ದಾರೆ. ಅವರ ಹೋರಾಟ ನ್ಯಾಯಯುತವಾಗಿದ್ದು, ಸರ್ಕಾರವೂ ಸ್ಪಂದಿಸಿದೆ. ಗ್ರಾಮ ಪಂಚಾಯತ್ ಕಚೇರಿಗಳಲ್ಲಿ ಗ್ರಾಮ ಆಡಳಿತ ಅಧಿಕಾರಿಗಳಿಗೆ ಕಚೇರಿ ನಿರ್ಮಾಣ ಮಾಡುವ ಸಂಬಂಧ ಗ್ರಾಮೀಣಾಭಿವೃದ್ಧಿ ಸಚಿವರ ಜೊತೆ ಚರ್ಚೆ ನಡೆಸಲಾಗಿದ್ದು, ಅದರಂತೆ ಈ ಹಿಂದೆ 1,200 ಕಚೇರಿಗಳನ್ನು ನಿರ್ಮಾಣ ಮಾಡಲಾಗಿದೆ ಎಂದರು. ಕಳೆದ ಒಂದು ತಿಂಗಳ ಅವಧಿಯಲ್ಲಿ ಅಭಿಯಾನದ ಮಾದರಿಯಲ್ಲಿ 2,600 ಕಡೆಗಳಲ್ಲಿ ಕಚೇರಿ ವ್ಯವಸ್ಥೆ ಮಾಡಲಾಗಿದೆ. ಉಳಿದ 3500 ಅಧಿಕಾರಿಗಳಿಗೂ ಶೀಘ್ರದಲ್ಲೇ ಕಚೇರಿ ನೀಡಲಾಗುವುದು. ಗ್ರಾಮ ಪಂಚಾಯಿತಿ ಆಡಳಿತಾಧಿಕಾರಿಗಳು ಕೂಡ ನಿರ್ಮಿಸಲು ಸ್ವೀಕಾರಕ ಇದ್ದರೆ, ಗುರುತಿಸುವಂತೆ ಜಿಲ್ಲಾಧಿಕಾರಿಗಳಿಗೆ ಸೂಚನೆ ನೀಡಲಾಗಿದೆ ಎಂದರು. 'ಗ್ರಾಮ ಆಡಳಿತ ಅಧಿಕಾರಿಗಳಿಗೆ ಸರ್ಕಾರದಿಂದ ಈಗಾಗಲೇ 4,000 ಲ್ಯಾಪ್‌ಟಾಪ್ ನೀಡಲಾಗಿದೆ. ಲ್ಯಾಪ್‌ಟಾಪ್ ನೀಡುವುದು ದೊಡ್ಡ ವಿಚಾರವಲ್ಲ. ಅದಕ್ಕೆ ಅಗತ್ಯವಾದ ಅಪ್ಲಿಕೇಶನ್ ಸೇರಿದಂತೆ ಎಲ್ಲಾ ವ್ಯವಸ್ಥೆಗಳನ್ನೂ ಮಾಡಿಕೊಟ್ಟು ಆಡಳಿತ ಸಹ ಕಡತಗಳನ್ನು ಇ-ಆಫೀಸ್ ಮೂಲಕ ವಿಲೇವಾರಿ ಮಾಡುವಂತಾಗಬೇಕು. ಅನುಮತಿ ಪಡೆಯಲು ಸಹ ಮಾಡಿಕೊಡಲಾಗಿದೆ' ಎಂದು ಸಚಿವ ಕೃಷ್ಣ ಬೈರೇಗೌಡ ಅವರು ಮಾಹಿತಿ ನೀಡಿದರು. <box>797 1323 1466 1499</box>
scholarship-headline: ವಿದ್ಯಾರ್ಥಿ ವೇತನ ಸೌಲಭ್ಯಕ್ಕೆ ಅರ್ಜಿ ಆಹ್ವಾನ <box>38 821 644 869</box>
paper-name: ಸಮಗ್ರ ಕರ್ನಾಟಕ ಕನ್ನಡ ದಿನ ಪತ್ರಿಕೆ <box>1248 56 1471 79</box>
flood-main-col <box>797 1029 1226 1192</box>
road-work-headline: ಬುಳ್ಳಾಪುರ ರಸ್ತೆ ಅಭಿವೃದ್ಧಿ ಕಾಮಗಾರಿಗೆ ಶಾಸಕ ಬಣಕಾರ ಚಾಲನೆ <box>773 111 1367 143</box>
